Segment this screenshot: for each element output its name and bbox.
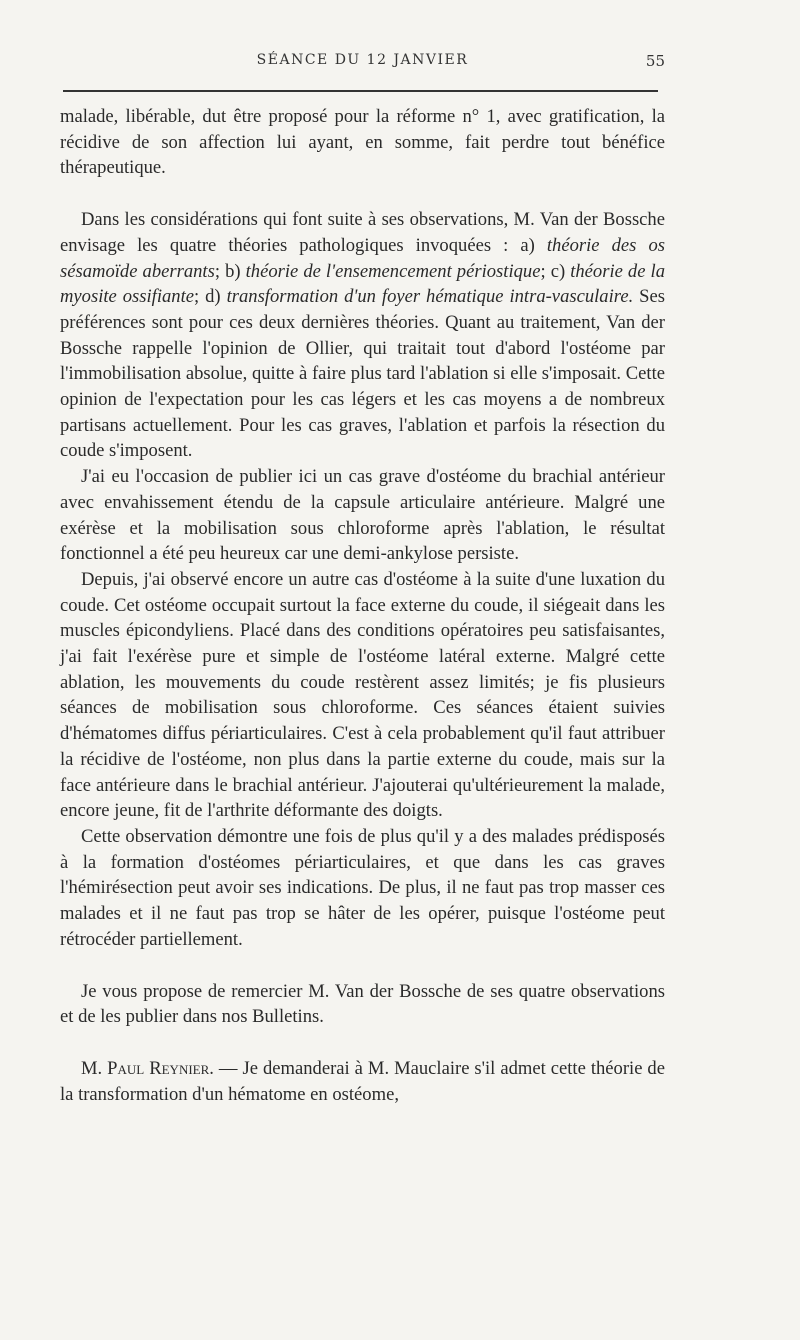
speaker-text: — Je demanderai à M. Mauclaire s'il admet cette théorie de la transformation d'un hématome en ostéome, xyxy=(60,1057,665,1105)
paragraph-published-case: J'ai eu l'occasion de publier ici un cas grave d'ostéome du brachial antérieur avec envahissement étendu de la capsule articulaire antérieure. Malgré une exérèse et la mobilisation sous chloroforme après l'ablation, le résultat fonctionnel a été peu heureux car une demi-ankylose persiste. xyxy=(60,466,665,565)
paragraph-reynier xyxy=(60,1056,665,1107)
body-text xyxy=(60,104,665,1107)
paragraph-second-case: Depuis, j'ai observé encore un autre cas d'ostéome à la suite d'une luxation du coude. Cet ostéome occupait surtout la face externe du coude, il siégeait dans les muscles épicondyliens. Placé dans des conditions opératoires peu satisfaisantes, j'ai fait l'exérèse pure et simple de l'ostéome latéral externe. Malgré cette ablation, les mouvements du coude restèrent assez limités; je fis plusieurs séances de mobilisation sous chloroforme. Ces séances étaient suivies d'hématomes diffus périarticulaires. C'est à cela probablement qu'il faut attribuer la récidive de l'ostéome, non plus dans la partie externe du coude, mais sur la face antérieure dans le brachial antérieur. J'ajouterai qu'ultérieurement la malade, encore jeune, fit de l'arthrite déformante des doigts. xyxy=(60,568,665,822)
speaker-name: M. Paul Reynier. xyxy=(81,1057,214,1079)
page-number: 55 xyxy=(645,52,665,70)
page-header xyxy=(60,52,665,76)
theory-c: théorie de la myosite ossifiante xyxy=(60,260,665,308)
theory-d: transformation d'un foyer hématique intra-vasculaire. xyxy=(226,286,634,308)
running-title: SÉANCE DU 12 JANVIER xyxy=(256,52,469,68)
paragraph-conclusion: Cette observation démontre une fois de plus qu'il y a des malades prédisposés à la formation d'ostéomes périarticulaires, et que dans les cas graves l'hémirésection peut avoir ses indications. De plus, il ne faut pas trop masser ces malades et il ne faut pas trop se hâter de les opérer, puisque l'ostéome peut rétrocéder partiellement. xyxy=(60,825,665,950)
theories-conclusion: Ses préférences sont pour ces deux dernières théories. Quant au traitement, Van der Bossche rappelle l'opinion de Ollier, qui traitait tout d'abord l'ostéome par l'immobilisation absolue, quitte à faire plus tard l'ablation si elle s'imposait. Cette opinion de l'expectation pour les cas légers et les cas moyens a de nombreux partisans actuellement. Pour les cas graves, l'ablation et parfois la résection du coude s'imposent. xyxy=(60,286,666,462)
header-rule xyxy=(63,90,658,92)
paragraph-proposal: Je vous propose de remercier M. Van der Bossche de ses quatre observations et de les publier dans nos Bulletins. xyxy=(60,980,665,1028)
theories-sep-c: ; c) xyxy=(540,260,571,282)
theories-intro: Dans les considérations qui font suite à ses observations, M. Van der Bossche envisage les quatre théories pathologiques invoquées : a) xyxy=(60,209,665,256)
paragraph-theories xyxy=(60,207,665,464)
theories-sep-b: ; b) xyxy=(214,260,246,282)
theory-b: théorie de l'ensemencement périostique xyxy=(245,260,541,282)
theory-a: théorie des os sésamoïde aberrants xyxy=(60,234,665,282)
paragraph-continuation: malade, libérable, dut être proposé pour la réforme n° 1, avec gratification, la récidive de son affection lui ayant, en somme, fait perdre tout bénéfice thérapeutique. xyxy=(60,106,665,179)
theories-sep-d: ; d) xyxy=(194,286,227,308)
